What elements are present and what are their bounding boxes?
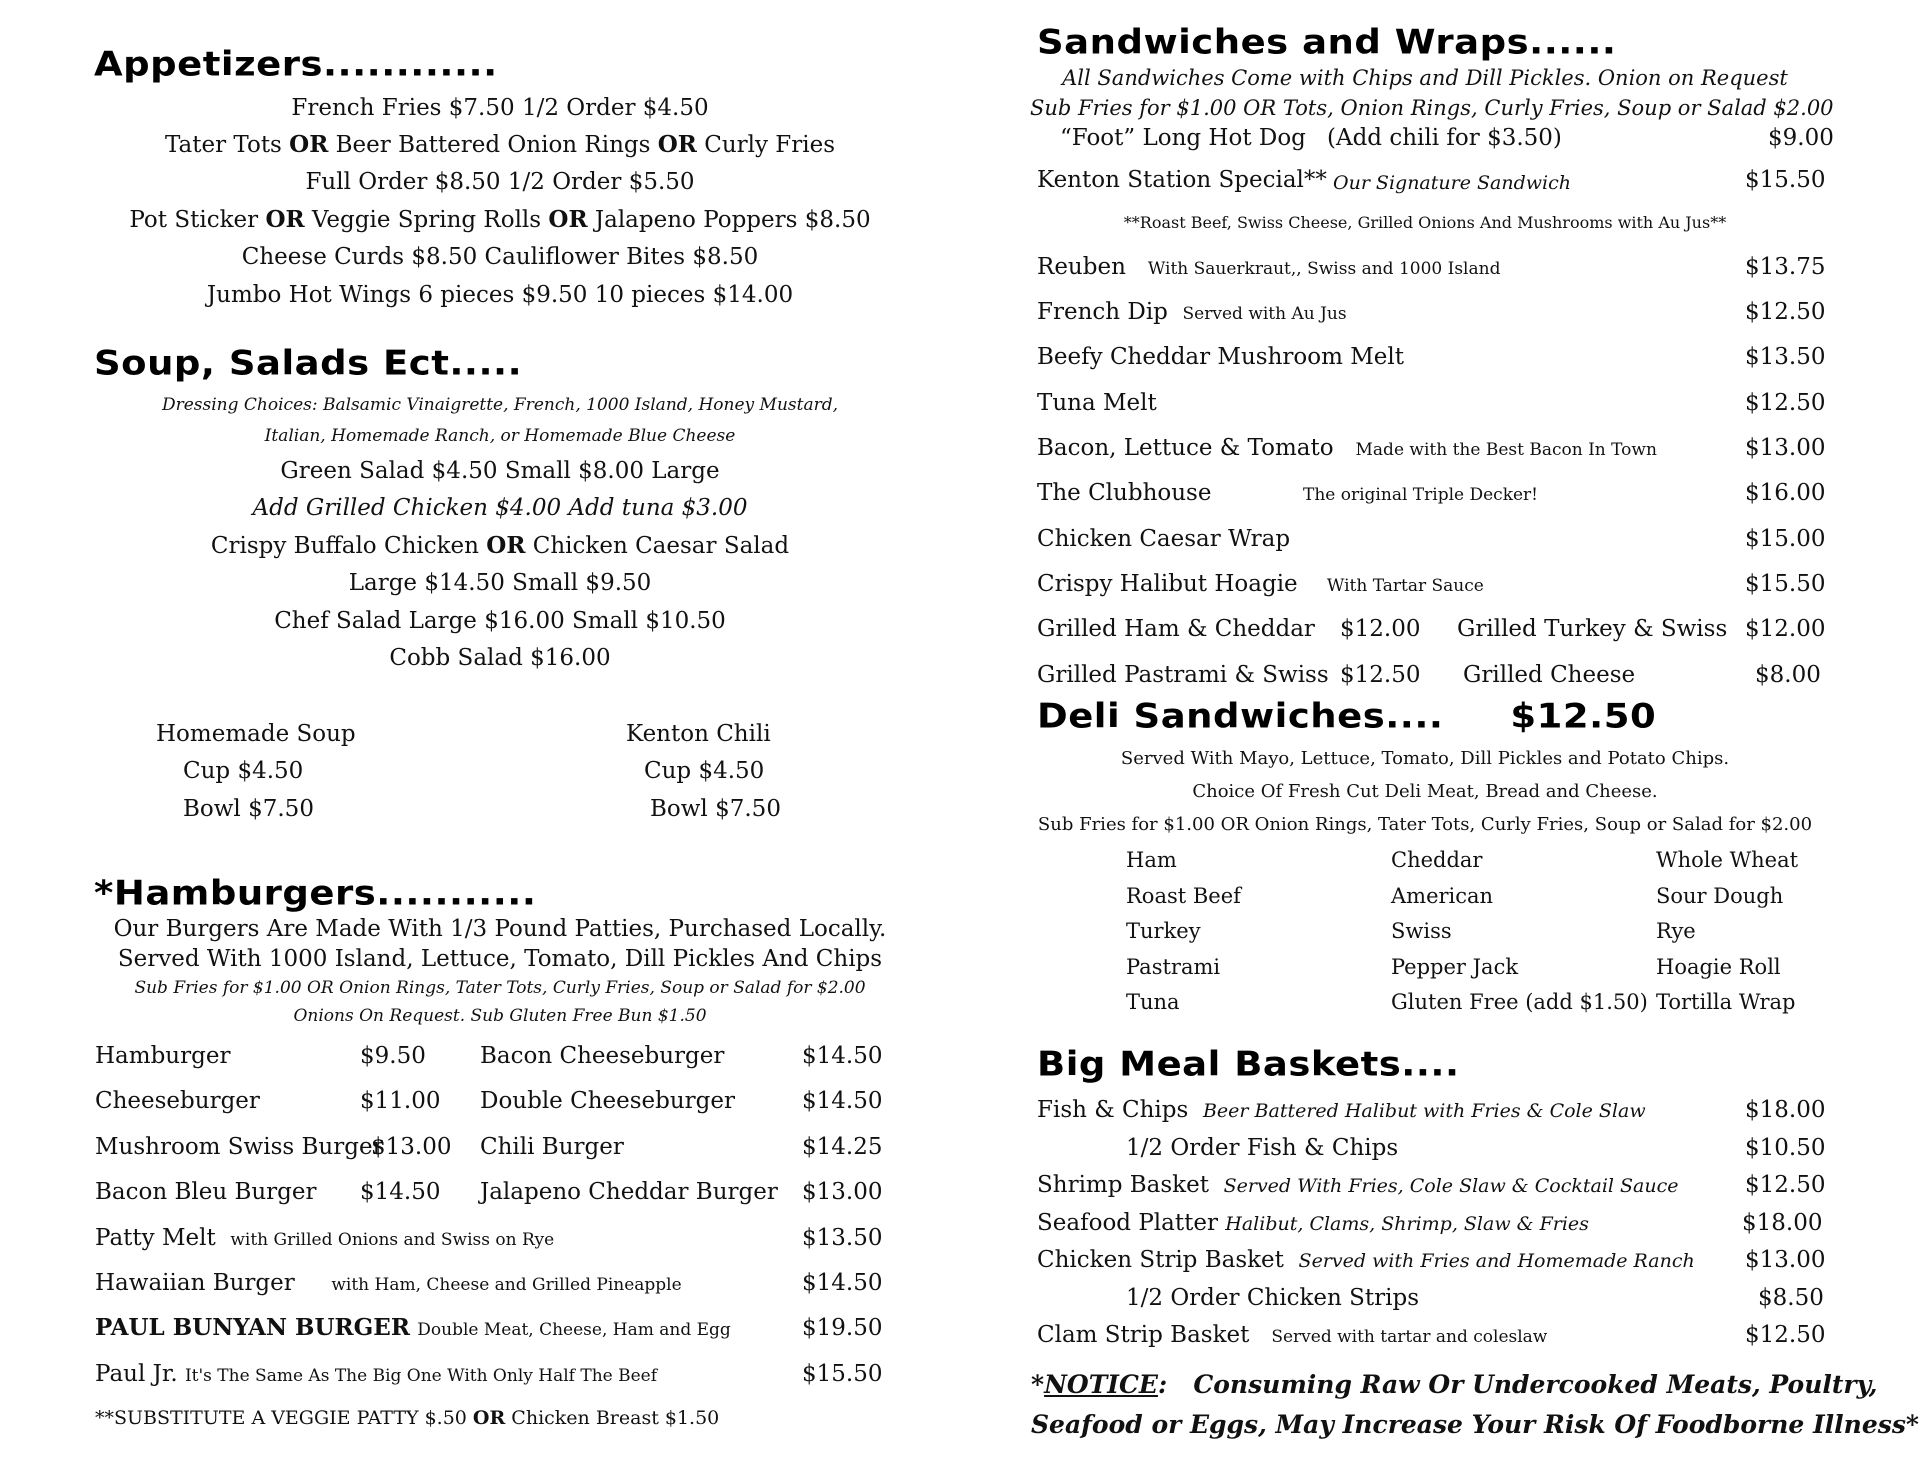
grilled-item: Grilled Turkey & Swiss xyxy=(1457,616,1728,642)
sandwich-item: Kenton Station Special** xyxy=(1037,167,1327,193)
chili-bowl: Bowl $7.50 xyxy=(650,796,781,822)
sandwich-item: French Dip Served with Au Jus xyxy=(1037,299,1347,325)
grilled-price: $12.50 xyxy=(1340,662,1421,688)
burger-intro: Served With 1000 Island, Lettuce, Tomato, Dill Pickles And Chips xyxy=(117,946,883,972)
health-notice-line2: Seafood or Eggs, May Increase Your Risk Of Foodborne Illness* xyxy=(1031,1410,1919,1439)
burger-item: Paul Jr. It's The Same As The Big One With Only Half The Beef xyxy=(95,1361,658,1387)
burgers-heading: *Hamburgers........... xyxy=(94,873,537,913)
sandwiches-heading: Sandwiches and Wraps...... xyxy=(1037,22,1617,62)
basket-price: $18.00 xyxy=(1745,1097,1826,1123)
sandwich-desc: The original Triple Decker! xyxy=(1303,485,1539,505)
deli-cheese: American xyxy=(1391,884,1494,908)
sandwich-price: $12.50 xyxy=(1745,299,1826,325)
burger-intro: Our Burgers Are Made With 1/3 Pound Patties, Purchased Locally. xyxy=(113,916,887,942)
basket-item: Clam Strip Basket Served with tartar and coleslaw xyxy=(1037,1322,1548,1348)
sandwich-price: $15.00 xyxy=(1745,526,1826,552)
soup-bowl: Bowl $7.50 xyxy=(183,796,314,822)
burger-price: $13.00 xyxy=(371,1134,452,1160)
sandwich-price: $13.75 xyxy=(1745,254,1826,280)
burger-intro: Onions On Request. Sub Gluten Free Bun $1.50 xyxy=(293,1006,707,1026)
sandwich-intro: Sub Fries for $1.00 OR Tots, Onion Rings, Curly Fries, Soup or Salad $2.00 xyxy=(1030,96,1834,120)
menu-line: Cheese Curds $8.50 Cauliflower Bites $8.50 xyxy=(241,244,759,270)
sandwich-intro: All Sandwiches Come with Chips and Dill Pickles. Onion on Request xyxy=(1062,66,1788,90)
basket-item: 1/2 Order Chicken Strips xyxy=(1126,1285,1420,1311)
sandwich-price: $15.50 xyxy=(1745,167,1826,193)
soup-cup: Cup $4.50 xyxy=(183,758,304,784)
grilled-price: $8.00 xyxy=(1755,662,1821,688)
sandwich-desc: Our Signature Sandwich xyxy=(1333,172,1571,194)
sandwich-price: $9.00 xyxy=(1768,125,1834,151)
sandwich-item: The Clubhouse xyxy=(1037,480,1212,506)
sandwich-item: Beefy Cheddar Mushroom Melt xyxy=(1037,344,1404,370)
basket-item: 1/2 Order Fish & Chips xyxy=(1126,1135,1399,1161)
deli-bread: Sour Dough xyxy=(1656,884,1784,908)
burger-price: $14.50 xyxy=(360,1179,441,1205)
basket-price: $13.00 xyxy=(1745,1247,1826,1273)
health-notice: *NOTICE: Consuming Raw Or Undercooked Meats, Poultry, xyxy=(1031,1370,1878,1399)
grilled-price: $12.00 xyxy=(1340,616,1421,642)
basket-item: Shrimp Basket Served With Fries, Cole Slaw & Cocktail Sauce xyxy=(1037,1172,1679,1198)
grilled-price: $12.00 xyxy=(1745,616,1826,642)
deli-cheese: Pepper Jack xyxy=(1391,955,1519,979)
sandwich-price: $13.00 xyxy=(1745,435,1826,461)
sandwich-item: Tuna Melt xyxy=(1037,390,1157,416)
burger-price: $14.25 xyxy=(802,1134,883,1160)
soup-name: Homemade Soup xyxy=(156,721,356,747)
basket-price: $18.00 xyxy=(1742,1210,1823,1236)
menu-line: Large $14.50 Small $9.50 xyxy=(348,570,652,596)
deli-meat: Ham xyxy=(1126,848,1177,872)
deli-intro: Sub Fries for $1.00 OR Onion Rings, Tater Tots, Curly Fries, Soup or Salad for $2.00 xyxy=(1037,814,1813,835)
basket-item: Chicken Strip Basket Served with Fries and Homemade Ranch xyxy=(1037,1247,1695,1273)
soups-heading: Soup, Salads Ect..... xyxy=(94,343,523,383)
basket-price: $12.50 xyxy=(1745,1172,1826,1198)
burger-item: Jalapeno Cheddar Burger xyxy=(480,1179,778,1205)
deli-bread: Hoagie Roll xyxy=(1656,955,1781,979)
sandwich-item: Reuben With Sauerkraut,, Swiss and 1000 Island xyxy=(1037,254,1501,280)
grilled-item: Grilled Pastrami & Swiss xyxy=(1037,662,1329,688)
burger-price: $11.00 xyxy=(360,1088,441,1114)
deli-bread: Rye xyxy=(1656,919,1696,943)
deli-intro: Choice Of Fresh Cut Deli Meat, Bread and Cheese. xyxy=(1192,781,1658,802)
deli-meat: Tuna xyxy=(1126,990,1180,1014)
sandwich-item: Bacon, Lettuce & Tomato Made with the Best Bacon In Town xyxy=(1037,435,1657,461)
menu-line: French Fries $7.50 1/2 Order $4.50 xyxy=(291,95,709,121)
kenton-note: **Roast Beef, Swiss Cheese, Grilled Onions And Mushrooms with Au Jus** xyxy=(1123,213,1727,232)
deli-meat: Roast Beef xyxy=(1126,884,1241,908)
chili-cup: Cup $4.50 xyxy=(644,758,765,784)
basket-item: Fish & Chips Beer Battered Halibut with Fries & Cole Slaw xyxy=(1037,1097,1646,1123)
burger-item: Chili Burger xyxy=(480,1134,624,1160)
burger-price: $13.50 xyxy=(802,1225,883,1251)
burger-item: Hamburger xyxy=(95,1043,231,1069)
burger-item: Patty Melt with Grilled Onions and Swiss on Rye xyxy=(95,1225,555,1251)
menu-line: Pot Sticker OR Veggie Spring Rolls OR Jalapeno Poppers $8.50 xyxy=(129,206,871,233)
burger-price: $14.50 xyxy=(802,1043,883,1069)
sandwich-item: Crispy Halibut Hoagie With Tartar Sauce xyxy=(1037,571,1484,597)
burger-price: $15.50 xyxy=(802,1361,883,1387)
sandwich-item: “Foot” Long Hot Dog xyxy=(1060,125,1306,151)
burger-price: $13.00 xyxy=(802,1179,883,1205)
sandwich-price: $15.50 xyxy=(1745,571,1826,597)
burger-price: $19.50 xyxy=(802,1315,883,1341)
grilled-item: Grilled Cheese xyxy=(1463,662,1636,688)
deli-heading: Deli Sandwiches.... $12.50 xyxy=(1037,696,1657,736)
dressing-note: Italian, Homemade Ranch, or Homemade Blue Cheese xyxy=(264,426,736,446)
burger-price: $9.50 xyxy=(360,1043,426,1069)
menu-line: Green Salad $4.50 Small $8.00 Large xyxy=(280,458,720,484)
sandwich-price: $16.00 xyxy=(1745,480,1826,506)
burger-item: Double Cheeseburger xyxy=(480,1088,736,1114)
chili-name: Kenton Chili xyxy=(626,721,771,747)
burger-item: Bacon Cheeseburger xyxy=(480,1043,725,1069)
basket-price: $8.50 xyxy=(1758,1285,1824,1311)
sandwich-price: $13.50 xyxy=(1745,344,1826,370)
burger-item: Mushroom Swiss Burger xyxy=(95,1134,384,1160)
deli-meat: Turkey xyxy=(1126,919,1201,943)
basket-item: Seafood Platter Halibut, Clams, Shrimp, Slaw & Fries xyxy=(1037,1210,1589,1236)
deli-bread: Whole Wheat xyxy=(1656,848,1799,872)
menu-line: Add Grilled Chicken $4.00 Add tuna $3.00 xyxy=(252,495,748,521)
deli-intro: Served With Mayo, Lettuce, Tomato, Dill Pickles and Potato Chips. xyxy=(1120,748,1730,769)
sandwich-desc: (Add chili for $3.50) xyxy=(1327,125,1562,151)
burger-item: Hawaiian Burger with Ham, Cheese and Grilled Pineapple xyxy=(95,1270,682,1296)
baskets-heading: Big Meal Baskets.... xyxy=(1037,1044,1460,1084)
burger-item: Bacon Bleu Burger xyxy=(95,1179,317,1205)
burger-intro: Sub Fries for $1.00 OR Onion Rings, Tater Tots, Curly Fries, Soup or Salad for $2.00 xyxy=(134,978,866,998)
basket-price: $10.50 xyxy=(1745,1135,1826,1161)
menu-line: Jumbo Hot Wings 6 pieces $9.50 10 pieces $14.00 xyxy=(206,282,794,308)
menu-line: Cobb Salad $16.00 xyxy=(389,645,611,671)
deli-bread: Tortilla Wrap xyxy=(1656,990,1796,1014)
menu-line: Chef Salad Large $16.00 Small $10.50 xyxy=(274,608,726,634)
menu-line: Full Order $8.50 1/2 Order $5.50 xyxy=(305,169,695,195)
burger-item: Cheeseburger xyxy=(95,1088,260,1114)
menu-line: Tater Tots OR Beer Battered Onion Rings OR Curly Fries xyxy=(164,131,836,158)
burger-price: $14.50 xyxy=(802,1270,883,1296)
burger-item: PAUL BUNYAN BURGER Double Meat, Cheese, Ham and Egg xyxy=(95,1314,731,1341)
menu-line: Crispy Buffalo Chicken OR Chicken Caesar Salad xyxy=(210,532,790,559)
deli-meat: Pastrami xyxy=(1126,955,1221,979)
deli-cheese: Gluten Free (add $1.50) xyxy=(1391,990,1648,1014)
grilled-item: Grilled Ham & Cheddar xyxy=(1037,616,1315,642)
deli-cheese: Swiss xyxy=(1391,919,1452,943)
deli-cheese: Cheddar xyxy=(1391,848,1483,872)
dressing-note: Dressing Choices: Balsamic Vinaigrette, French, 1000 Island, Honey Mustard, xyxy=(161,395,838,415)
basket-price: $12.50 xyxy=(1745,1322,1826,1348)
burger-price: $14.50 xyxy=(802,1088,883,1114)
sandwich-price: $12.50 xyxy=(1745,390,1826,416)
sandwich-item: Chicken Caesar Wrap xyxy=(1037,526,1291,552)
appetizers-heading: Appetizers............ xyxy=(94,44,498,84)
substitute-note: **SUBSTITUTE A VEGGIE PATTY $.50 OR Chicken Breast $1.50 xyxy=(95,1407,720,1429)
